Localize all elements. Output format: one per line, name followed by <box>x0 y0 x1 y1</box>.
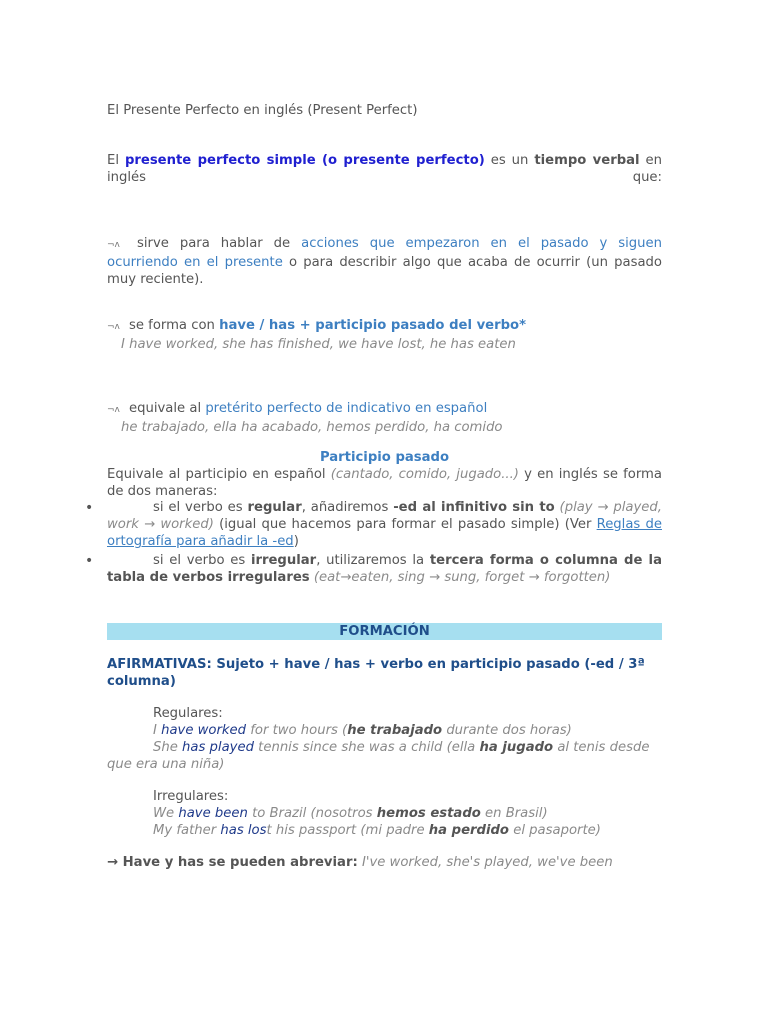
regulares-label: Regulares: <box>153 706 223 721</box>
reg1-c: for two hours ( <box>250 723 348 738</box>
irregulares-line-1 <box>107 805 662 822</box>
irregulares-label: Irregulares: <box>153 789 229 804</box>
reg1-a: I <box>153 723 157 738</box>
irr1-e: en Brasil) <box>485 806 548 821</box>
bullet-irregular <box>107 552 662 586</box>
point-2-formula: have / has + participio pasado del verbo* <box>219 318 527 333</box>
bullet-regular-rule: -ed al infinitivo sin to <box>393 500 555 515</box>
formacion-header: FORMACIÓN <box>107 623 662 640</box>
bullet-irregular-bold: irregular <box>250 553 317 568</box>
bullet-irregular-example: (eat→eaten, sing → sung, forget → forgotten) <box>313 570 611 585</box>
reg2-d: ha jugado <box>479 740 554 755</box>
intro-paragraph <box>107 152 662 186</box>
point-3-example: he trabajado, ella ha acabado, hemos perdido, ha comido <box>121 420 503 435</box>
irr1-b: have been <box>178 806 248 821</box>
bullet-irregular-rule: tercera forma o columna de la tabla de verbos irregulares <box>107 553 662 585</box>
point-2-pre: se forma con <box>129 318 215 333</box>
reglas-ortografia-link[interactable]: Reglas de ortografía para añadir la -ed <box>107 517 662 549</box>
participio-line-post: y en inglés se forma de dos maneras: <box>107 467 662 499</box>
intro-term: presente perfecto simple (o presente perfecto) <box>124 153 485 168</box>
point-3-link[interactable]: pretérito perfecto de indicativo en español <box>205 401 488 416</box>
irr2-c: t his passport (mi padre <box>266 823 425 838</box>
bullet-regular-bold: regular <box>247 500 302 515</box>
reg1-e: durante dos horas) <box>446 723 572 738</box>
point-2-example: I have worked, she has finished, we have lost, he has eaten <box>121 337 516 352</box>
bullet-mark-icon: ¬ʌ <box>107 322 120 332</box>
irregulares-line-2 <box>107 822 662 839</box>
regulares-block <box>107 705 662 773</box>
abreviar-bold: → Have y has se pueden abreviar: <box>107 855 358 870</box>
participio-heading: Participio pasado <box>319 450 450 465</box>
irr2-b: has los <box>220 823 267 838</box>
participio-line <box>107 466 662 500</box>
bullet-mark-icon: ¬ʌ <box>107 240 120 250</box>
irregulares-block <box>107 788 662 839</box>
point-1-link[interactable]: acciones que empezaron en el pasado y siguen ocurriendo en el presente <box>107 236 662 270</box>
irr1-a: We <box>153 806 175 821</box>
abreviar-example: I've worked, she's played, we've been <box>361 855 613 870</box>
intro-es-un: es un <box>490 153 529 168</box>
irr2-e: el pasaporte) <box>513 823 601 838</box>
regulares-line-2 <box>107 739 662 773</box>
abreviar-line <box>107 854 662 871</box>
intro-rest: en inglés que: <box>107 153 662 185</box>
point-2 <box>107 317 662 353</box>
irr1-c: to Brazil (nosotros <box>252 806 373 821</box>
bullet-mark-icon: ¬ʌ <box>107 405 120 415</box>
bullet-irregular-pre: si el verbo es <box>153 553 246 568</box>
bullet-irregular-mid: , utilizaremos la <box>316 553 425 568</box>
reg2-c: tennis since she was a child (ella <box>258 740 476 755</box>
reg2-e: al tenis desde que era una niña) <box>107 740 650 772</box>
point-1-pre: sirve para hablar de <box>137 236 291 251</box>
irr2-a: My father <box>153 823 217 838</box>
intro-el: El <box>107 153 119 168</box>
point-3-pre: equivale al <box>129 401 202 416</box>
bullet-dot-icon: • <box>85 553 94 569</box>
regulares-line-1 <box>107 722 662 739</box>
bullet-dot-icon: • <box>85 500 94 516</box>
point-3 <box>107 400 662 436</box>
bullet-regular-example: (play → played, work → worked) <box>107 500 662 532</box>
page-title: El Presente Perfecto en inglés (Present Perfect) <box>107 103 418 118</box>
bullet-regular <box>107 499 662 550</box>
bullet-regular-close: ) <box>293 534 299 549</box>
bullet-regular-mid: , añadiremos <box>301 500 389 515</box>
reg2-b: has played <box>182 740 254 755</box>
irr2-d: ha perdido <box>428 823 509 838</box>
bullet-regular-post: (igual que hacemos para formar el pasado simple) (Ver <box>219 517 592 532</box>
afirmativas-heading: AFIRMATIVAS: Sujeto + have / has + verbo en participio pasado (-ed / 3ª columna) <box>107 657 645 689</box>
reg2-a: She <box>153 740 178 755</box>
reg1-d: he trabajado <box>347 723 443 738</box>
point-1-post: o para describir algo que acaba de ocurrir (un pasado muy reciente). <box>107 255 662 287</box>
point-1 <box>107 235 662 288</box>
participio-line-example: (cantado, comido, jugado...) <box>330 467 519 482</box>
intro-tiempo-verbal: tiempo verbal <box>534 153 640 168</box>
irr1-d: hemos estado <box>376 806 481 821</box>
bullet-regular-pre: si el verbo es <box>153 500 243 515</box>
reg1-b: have worked <box>161 723 247 738</box>
participio-line-pre: Equivale al participio en español <box>107 467 326 482</box>
